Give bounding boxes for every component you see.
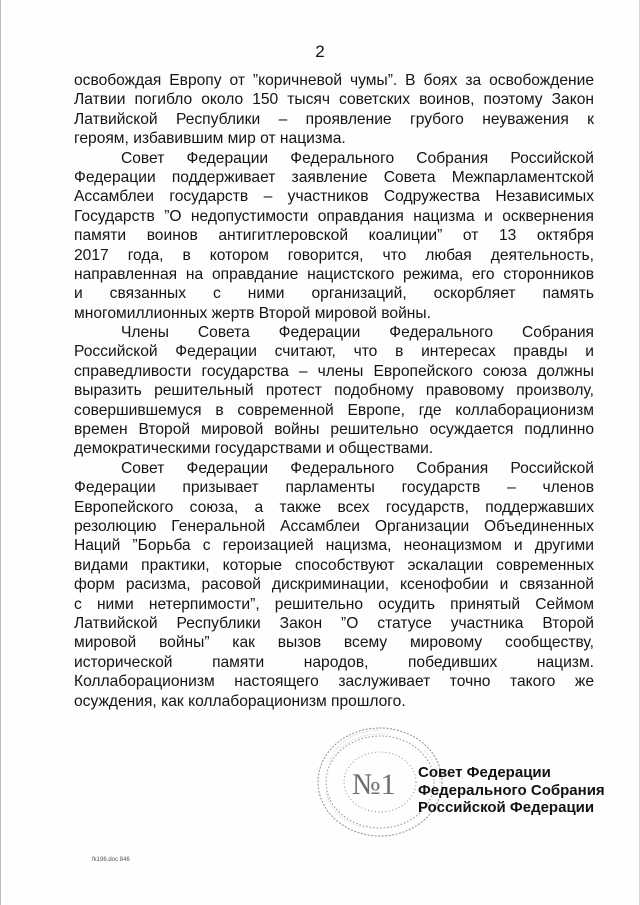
- text-line: многомиллионных жертв Второй мировой войны.: [74, 304, 431, 322]
- text-line: с ними нетерпимости”, решительно осудить принятый Сеймом: [74, 595, 594, 613]
- text-line: 2017 года, в котором говорится, что любая деятельность,: [74, 246, 594, 264]
- text-line: Российской Федерации считают, что в интересах правды и: [74, 343, 594, 361]
- paragraph: [74, 149, 594, 324]
- text-line: Латвии погибло около 150 тысяч советских воинов, поэтому Закон: [74, 91, 594, 109]
- text-line: Латвийской Республики – проявление грубого неуважения к: [74, 110, 594, 128]
- text-line: Совет Федерации Федерального Собрания Российской: [121, 459, 594, 477]
- seal-number: №1: [352, 768, 396, 801]
- footer-file-reference: fk196.doc 846: [92, 857, 130, 863]
- signature-line-3: Российской Федерации: [418, 799, 595, 816]
- text-line: Государств ”О недопустимости оправдания нацизма и осквернения: [74, 207, 594, 225]
- signature-line-2: Федерального Собрания: [418, 781, 605, 799]
- text-line: совершившемуся в современной Европе, где коллаборационизм: [74, 401, 594, 419]
- text-line: мировой войны” как вызов всему мировому сообществу,: [74, 634, 594, 652]
- paragraph: [74, 323, 594, 459]
- text-line: форм расизма, расовой дискриминации, ксенофобии и связанной: [74, 576, 594, 594]
- paragraph: [74, 459, 594, 711]
- text-line: Наций ”Борьба с героизацией нацизма, неонацизмом и другими: [74, 537, 594, 555]
- text-line: Совет Федерации Федерального Собрания Российской: [121, 149, 594, 167]
- text-line: осуждения, как коллаборационизм прошлого.: [74, 692, 406, 710]
- document-body: [74, 71, 594, 711]
- text-line: и связанных с ними организаций, оскорбляет память: [74, 285, 594, 303]
- text-line: Латвийской Республики Закон ”О статусе участника Второй: [74, 614, 594, 632]
- text-line: героям, избавившим мир от нацизма.: [74, 130, 346, 148]
- text-line: выразить решительный протест подобному правовому произволу,: [74, 382, 594, 400]
- text-line: Члены Совета Федерации Федерального Собрания: [121, 324, 594, 342]
- text-line: Коллаборационизм настоящего заслуживает точно такого же: [74, 673, 594, 691]
- text-line: освобождая Европу от ”коричневой чумы”. В боях за освобождение: [74, 72, 594, 89]
- text-line: Ассамблеи государств – участников Содружества Независимых: [74, 188, 594, 206]
- signature-line-1: Совет Федерации: [418, 764, 551, 781]
- text-line: Федерации поддерживает заявление Совета Межпарламентской: [74, 168, 594, 186]
- text-line: направленная на оправдание нацистского режима, его сторонников: [74, 265, 594, 283]
- text-line: демократическими государствами и обществами.: [74, 440, 434, 458]
- text-line: времен Второй мировой войны решительно осуждается подлинно: [74, 421, 594, 439]
- text-line: памяти воинов антигитлеровской коалиции” от 13 октября: [74, 227, 594, 245]
- text-line: Федерации призывает парламенты государств – членов: [74, 479, 594, 497]
- text-line: видами практики, которые способствуют эскалации современных: [74, 556, 594, 574]
- text-line: исторической памяти народов, победивших нацизм.: [74, 653, 594, 671]
- signature-block: [418, 764, 605, 817]
- page-number: 2: [315, 42, 325, 61]
- text-line: справедливости государства – члены Европейского союза должны: [74, 362, 594, 380]
- text-line: Европейского союза, а также всех государств, поддержавших: [74, 498, 594, 516]
- text-line: резолюцию Генеральной Ассамблеи Организации Объединенных: [74, 517, 594, 535]
- paragraph: [74, 71, 594, 149]
